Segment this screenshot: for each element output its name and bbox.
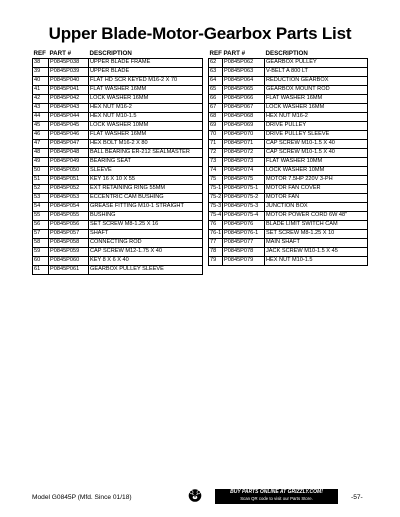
column-header-description: DESCRIPTION	[265, 50, 308, 57]
description-cell: MOTOR FAN COVER	[265, 185, 368, 194]
part-number-cell: P0845P046	[49, 131, 89, 140]
table-row	[33, 113, 203, 122]
table-row	[33, 149, 203, 158]
description-cell: HEX NUT M10-1.5	[265, 257, 368, 266]
ref-cell: 66	[209, 95, 223, 104]
description-cell: BEARING SEAT	[89, 158, 203, 167]
description-cell: SET SCREW M8-1.25 X 16	[89, 221, 203, 230]
table-row	[209, 230, 368, 239]
ref-cell: 53	[33, 194, 49, 203]
table-row	[209, 176, 368, 185]
table-row	[209, 77, 368, 86]
part-number-cell: P0845P041	[49, 86, 89, 95]
table-row	[33, 248, 203, 257]
table-row	[209, 248, 368, 257]
description-cell: HEX NUT M16-2	[89, 104, 203, 113]
table-row	[209, 167, 368, 176]
part-number-cell: P0845P062	[223, 59, 265, 68]
table-row	[209, 140, 368, 149]
part-number-cell: P0845P045	[49, 122, 89, 131]
part-number-cell: P0845P050	[49, 167, 89, 176]
ref-cell: 40	[33, 77, 49, 86]
table-row	[33, 77, 203, 86]
table-row	[209, 221, 368, 230]
ref-cell: 75-2	[209, 194, 223, 203]
table-header	[209, 50, 368, 59]
table-row	[209, 194, 368, 203]
description-cell: MAIN SHAFT	[265, 239, 368, 248]
part-number-cell: P0845P061	[49, 266, 89, 275]
description-cell: BUSHING	[89, 212, 203, 221]
part-number-cell: P0845P048	[49, 149, 89, 158]
ref-cell: 48	[33, 149, 49, 158]
ref-cell: 59	[33, 248, 49, 257]
part-number-cell: P0845P068	[223, 113, 265, 122]
part-number-cell: P0845P076	[223, 221, 265, 230]
table-row	[33, 266, 203, 275]
buy-parts-banner[interactable]	[215, 489, 338, 504]
ref-cell: 43	[33, 104, 49, 113]
part-number-cell: P0845P043	[49, 104, 89, 113]
table-row	[33, 194, 203, 203]
table-row	[33, 122, 203, 131]
ref-cell: 45	[33, 122, 49, 131]
column-header-part: PART #	[49, 50, 72, 57]
part-number-cell: P0845P059	[49, 248, 89, 257]
table-row	[33, 230, 203, 239]
description-cell: JUNCTION BOX	[265, 203, 368, 212]
table-row	[33, 104, 203, 113]
description-cell: LOCK WASHER 10MM	[265, 167, 368, 176]
part-number-cell: P0845P077	[223, 239, 265, 248]
ref-cell: 73	[209, 158, 223, 167]
part-number-cell: P0845P054	[49, 203, 89, 212]
ref-cell: 76	[209, 221, 223, 230]
parts-table-left	[32, 50, 203, 275]
ref-cell: 78	[209, 248, 223, 257]
ref-cell: 52	[33, 185, 49, 194]
column-header-ref: REF	[33, 50, 46, 57]
table-row	[209, 149, 368, 158]
ref-cell: 65	[209, 86, 223, 95]
ref-cell: 68	[209, 113, 223, 122]
description-cell: LOCK WASHER 10MM	[89, 122, 203, 131]
ref-cell: 64	[209, 77, 223, 86]
ref-cell: 76-1	[209, 230, 223, 239]
description-cell: DRIVE PULLEY	[265, 122, 368, 131]
part-number-cell: P0845P064	[223, 77, 265, 86]
description-cell: FLAT WASHER 10MM	[265, 158, 368, 167]
ref-cell: 70	[209, 131, 223, 140]
part-number-cell: P0845P075-4	[223, 212, 265, 221]
part-number-cell: P0845P073	[223, 158, 265, 167]
description-cell: BLADE LIMIT SWITCH CAM	[265, 221, 368, 230]
ref-cell: 47	[33, 140, 49, 149]
part-number-cell: P0845P078	[223, 248, 265, 257]
description-cell: ECCENTRIC CAM BUSHING	[89, 194, 203, 203]
ref-cell: 67	[209, 104, 223, 113]
description-cell: LOCK WASHER 16MM	[265, 104, 368, 113]
table-row	[33, 95, 203, 104]
description-cell: KEY 16 X 10 X 55	[89, 176, 203, 185]
ref-cell: 77	[209, 239, 223, 248]
description-cell: FLAT WASHER 16MM	[89, 86, 203, 95]
ref-cell: 57	[33, 230, 49, 239]
part-number-cell: P0845P074	[223, 167, 265, 176]
table-row	[33, 59, 203, 68]
table-row	[33, 176, 203, 185]
model-label: Model G0845P (Mfd. Since 01/18)	[32, 494, 132, 501]
part-number-cell: P0845P070	[223, 131, 265, 140]
part-number-cell: P0845P071	[223, 140, 265, 149]
part-number-cell: P0845P063	[223, 68, 265, 77]
description-cell: MOTOR 7.5HP 220V 3-PH	[265, 176, 368, 185]
part-number-cell: P0845P065	[223, 86, 265, 95]
column-header-description: DESCRIPTION	[89, 50, 132, 57]
table-row	[209, 131, 368, 140]
table-row	[209, 203, 368, 212]
description-cell: EXT RETAINING RING 55MM	[89, 185, 203, 194]
table-row	[33, 140, 203, 149]
table-row	[209, 239, 368, 248]
part-number-cell: P0845P057	[49, 230, 89, 239]
part-number-cell: P0845P076-1	[223, 230, 265, 239]
table-row	[33, 167, 203, 176]
description-cell: MOTOR FAN	[265, 194, 368, 203]
ref-cell: 44	[33, 113, 49, 122]
part-number-cell: P0845P049	[49, 158, 89, 167]
part-number-cell: P0845P042	[49, 95, 89, 104]
part-number-cell: P0845P053	[49, 194, 89, 203]
description-cell: CAP SCREW M10-1.5 X 40	[265, 140, 368, 149]
ref-cell: 46	[33, 131, 49, 140]
description-cell: SET SCREW M8-1.25 X 10	[265, 230, 368, 239]
ref-cell: 51	[33, 176, 49, 185]
page-number: -57-	[351, 494, 363, 501]
table-row	[209, 86, 368, 95]
table-row	[209, 59, 368, 68]
part-number-cell: P0845P075-1	[223, 185, 265, 194]
table-row	[33, 86, 203, 95]
ref-cell: 38	[33, 59, 49, 68]
description-cell: HEX BOLT M16-2 X 80	[89, 140, 203, 149]
ref-cell: 60	[33, 257, 49, 266]
part-number-cell: P0845P069	[223, 122, 265, 131]
part-number-cell: P0845P079	[223, 257, 265, 266]
description-cell: SHAFT	[89, 230, 203, 239]
ref-cell: 79	[209, 257, 223, 266]
part-number-cell: P0845P055	[49, 212, 89, 221]
description-cell: REDUCTION GEARBOX	[265, 77, 368, 86]
description-cell: DRIVE PULLEY SLEEVE	[265, 131, 368, 140]
ref-cell: 75-4	[209, 212, 223, 221]
table-row	[209, 185, 368, 194]
part-number-cell: P0845P060	[49, 257, 89, 266]
ref-cell: 63	[209, 68, 223, 77]
ref-cell: 61	[33, 266, 49, 275]
ref-cell: 49	[33, 158, 49, 167]
table-row	[209, 95, 368, 104]
ref-cell: 42	[33, 95, 49, 104]
description-cell: FLAT HD SCR KEYED M16-2 X 70	[89, 77, 203, 86]
table-row	[33, 239, 203, 248]
table-row	[209, 104, 368, 113]
part-number-cell: P0845P051	[49, 176, 89, 185]
table-row	[209, 113, 368, 122]
column-header-ref: REF	[209, 50, 222, 57]
table-row	[209, 158, 368, 167]
part-number-cell: P0845P038	[49, 59, 89, 68]
description-cell: JACK SCREW M10-1.5 X 45	[265, 248, 368, 257]
table-header	[33, 50, 203, 59]
description-cell: CAP SCREW M12-1.75 X 40	[89, 248, 203, 257]
parts-table-right	[208, 50, 368, 266]
description-cell: BALL BEARING ER-212 SEALMASTER	[89, 149, 203, 158]
part-number-cell: P0845P044	[49, 113, 89, 122]
ref-cell: 72	[209, 149, 223, 158]
description-cell: CAP SCREW M10-1.5 X 40	[265, 149, 368, 158]
ref-cell: 62	[209, 59, 223, 68]
description-cell: GEARBOX PULLEY	[265, 59, 368, 68]
table-row	[33, 257, 203, 266]
part-number-cell: P0845P052	[49, 185, 89, 194]
table-row	[33, 158, 203, 167]
description-cell: FLAT WASHER 16MM	[265, 95, 368, 104]
table-row	[33, 68, 203, 77]
part-number-cell: P0845P047	[49, 140, 89, 149]
ref-cell: 69	[209, 122, 223, 131]
table-row	[209, 68, 368, 77]
part-number-cell: P0845P058	[49, 239, 89, 248]
page-title: Upper Blade-Motor-Gearbox Parts List	[48, 24, 352, 43]
buy-parts-text: BUY PARTS ONLINE AT GRIZZLY.COM!	[230, 489, 323, 495]
table-row	[33, 203, 203, 212]
table-row	[33, 131, 203, 140]
ref-cell: 75-3	[209, 203, 223, 212]
ref-cell: 39	[33, 68, 49, 77]
column-header-part: PART #	[223, 50, 246, 57]
description-cell: GEARBOX PULLEY SLEEVE	[89, 266, 203, 275]
ref-cell: 75-1	[209, 185, 223, 194]
description-cell: HEX NUT M16-2	[265, 113, 368, 122]
ref-cell: 50	[33, 167, 49, 176]
ref-cell: 56	[33, 221, 49, 230]
description-cell: SLEEVE	[89, 167, 203, 176]
table-row	[33, 221, 203, 230]
description-cell: KEY 8 X 6 X 40	[89, 257, 203, 266]
table-row	[209, 257, 368, 266]
ref-cell: 74	[209, 167, 223, 176]
part-number-cell: P0845P075	[223, 176, 265, 185]
ref-cell: 41	[33, 86, 49, 95]
ref-cell: 75	[209, 176, 223, 185]
qr-instruction-text: Scan QR code to visit our Parts Store.	[240, 496, 313, 501]
ref-cell: 58	[33, 239, 49, 248]
part-number-cell: P0845P066	[223, 95, 265, 104]
grizzly-bear-logo-icon	[188, 489, 202, 502]
description-cell: FLAT WASHER 16MM	[89, 131, 203, 140]
part-number-cell: P0845P040	[49, 77, 89, 86]
part-number-cell: P0845P056	[49, 221, 89, 230]
part-number-cell: P0845P039	[49, 68, 89, 77]
table-row	[209, 122, 368, 131]
description-cell: GREASE FITTING M10-1 STRAIGHT	[89, 203, 203, 212]
description-cell: HEX NUT M10-1.5	[89, 113, 203, 122]
part-number-cell: P0845P067	[223, 104, 265, 113]
table-row	[209, 212, 368, 221]
ref-cell: 55	[33, 212, 49, 221]
ref-cell: 71	[209, 140, 223, 149]
description-cell: MOTOR POWER CORD 6W 48"	[265, 212, 368, 221]
part-number-cell: P0845P075-3	[223, 203, 265, 212]
ref-cell: 54	[33, 203, 49, 212]
description-cell: LOCK WASHER 16MM	[89, 95, 203, 104]
description-cell: UPPER BLADE FRAME	[89, 59, 203, 68]
part-number-cell: P0845P075-2	[223, 194, 265, 203]
description-cell: V-BELT A 800 LT	[265, 68, 368, 77]
description-cell: GEARBOX MOUNT ROD	[265, 86, 368, 95]
table-row	[33, 212, 203, 221]
description-cell: CONNECTING ROD	[89, 239, 203, 248]
part-number-cell: P0845P072	[223, 149, 265, 158]
description-cell: UPPER BLADE	[89, 68, 203, 77]
table-row	[33, 185, 203, 194]
